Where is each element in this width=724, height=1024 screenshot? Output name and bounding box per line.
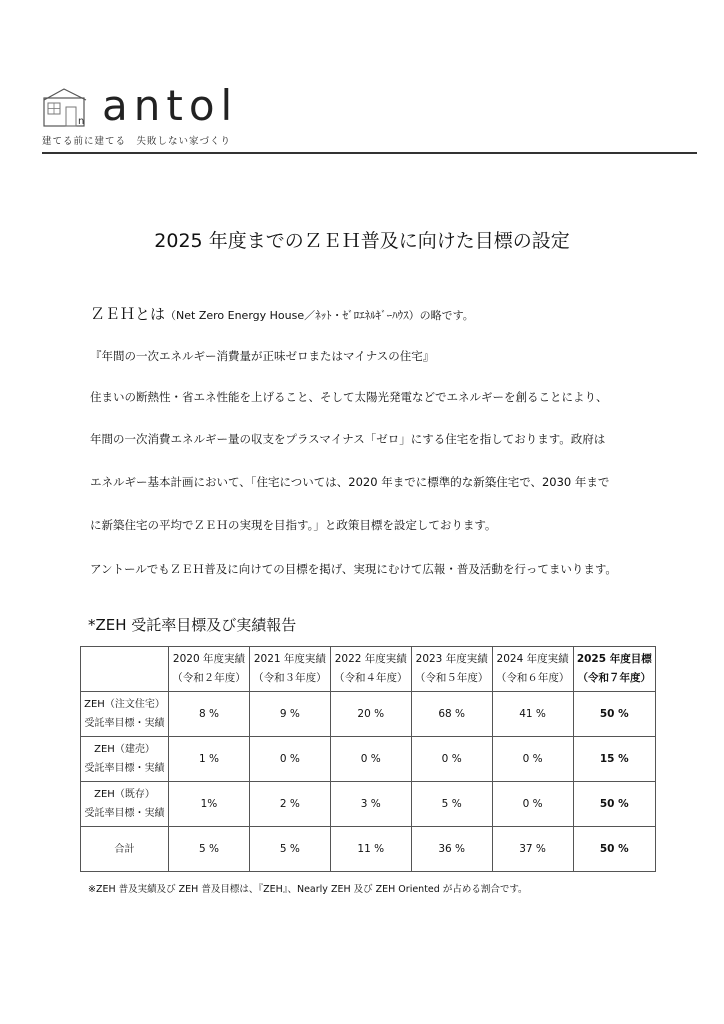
value-cell: 41 % <box>492 692 573 737</box>
body-line-2: 年間の一次消費エネルギー量の収支をプラスマイナス「ゼロ」にする住宅を指しております。政府は <box>90 432 606 446</box>
header-cell-target: 2025 年度目標 （令和７年度） <box>573 647 655 692</box>
footnote: ※ZEH 普及実績及び ZEH 普及目標は、『ZEH』、Nearly ZEH 及び ZEH Oriented が占める割合です。 <box>88 884 528 895</box>
value-cell: 0 % <box>492 782 573 827</box>
value-cell: 0 % <box>330 737 411 782</box>
zeh-report-table <box>80 646 656 872</box>
antol-logo-icon <box>42 86 92 128</box>
value-cell: 68 % <box>411 692 492 737</box>
value-cell: 5 % <box>411 782 492 827</box>
header-cell: 2021 年度実績 （令和３年度） <box>249 647 330 692</box>
zeh-heading-sub: （Net Zero Energy House／ﾈｯﾄ・ｾﾞﾛｴﾈﾙｷﾞｰﾊｳｽ）の略です。 <box>165 309 474 322</box>
value-cell: 0 % <box>411 737 492 782</box>
brand-name: antol <box>102 81 239 130</box>
report-title: *ZEH 受託率目標及び実績報告 <box>88 616 297 634</box>
tagline: 建てる前に建てる 失敗しない家づくり <box>42 136 232 147</box>
value-cell: 9 % <box>249 692 330 737</box>
table-header-row <box>81 647 656 692</box>
value-cell: 0 % <box>249 737 330 782</box>
body-line-5: アントールでもＺＥＨ普及に向けての目標を掲げ、実現にむけて広報・普及活動を行ってまいります。 <box>90 562 617 576</box>
target-cell: 50 % <box>573 782 655 827</box>
target-cell: 50 % <box>573 827 655 872</box>
target-cell: 15 % <box>573 737 655 782</box>
table-row <box>81 692 656 737</box>
row-label: ZEH（既存） 受託率目標・実績 <box>81 782 169 827</box>
table-row <box>81 782 656 827</box>
zeh-definition-heading <box>90 303 474 324</box>
body-line-4: に新築住宅の平均でＺＥＨの実現を目指す。」と政策目標を設定しております。 <box>90 518 497 532</box>
zeh-heading-main: ＺＥＨとは <box>90 305 166 323</box>
value-cell: 1 % <box>169 737 250 782</box>
table-row-total <box>81 827 656 872</box>
header-cell: 2020 年度実績 （令和２年度） <box>169 647 250 692</box>
header-divider <box>42 152 697 154</box>
header-cell: 2024 年度実績 （令和６年度） <box>492 647 573 692</box>
value-cell: 5 % <box>169 827 250 872</box>
row-label: ZEH（注文住宅） 受託率目標・実績 <box>81 692 169 737</box>
row-label: ZEH（建売） 受託率目標・実績 <box>81 737 169 782</box>
body-line-3: エネルギー基本計画において、「住宅については、2020 年までに標準的な新築住宅で、2030 年まで <box>90 475 610 489</box>
value-cell: 37 % <box>492 827 573 872</box>
value-cell: 20 % <box>330 692 411 737</box>
value-cell: 0 % <box>492 737 573 782</box>
table-row <box>81 737 656 782</box>
header-cell: 2023 年度実績 （令和５年度） <box>411 647 492 692</box>
value-cell: 8 % <box>169 692 250 737</box>
value-cell: 11 % <box>330 827 411 872</box>
value-cell: 36 % <box>411 827 492 872</box>
page-title: 2025 年度までのＺＥＨ普及に向けた目標の設定 <box>154 230 570 252</box>
target-cell: 50 % <box>573 692 655 737</box>
value-cell: 5 % <box>249 827 330 872</box>
row-label: 合計 <box>81 827 169 872</box>
zeh-quote: 『年間の一次エネルギー消費量が正味ゼロまたはマイナスの住宅』 <box>90 349 435 363</box>
value-cell: 1% <box>169 782 250 827</box>
header-empty-cell <box>81 647 169 692</box>
body-line-1: 住まいの断熱性・省エネ性能を上げること、そして太陽光発電などでエネルギーを創ることにより、 <box>90 390 608 404</box>
value-cell: 2 % <box>249 782 330 827</box>
value-cell: 3 % <box>330 782 411 827</box>
header-cell: 2022 年度実績 （令和４年度） <box>330 647 411 692</box>
svg-text:n: n <box>78 116 85 127</box>
